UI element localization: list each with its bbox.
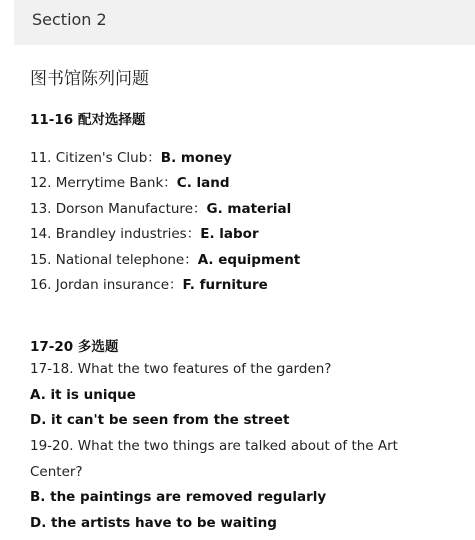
matching-question: 15. National telephone： — [30, 252, 198, 268]
matching-item — [30, 248, 300, 268]
matching-answer: B. money — [160, 150, 232, 166]
matching-question: 16. Jordan insurance： — [30, 277, 183, 293]
section-title: Section 2 — [32, 10, 107, 29]
answer-19: B. the paintings are removed regularly — [30, 489, 327, 505]
matching-heading: 11-16 配对选择题 — [30, 112, 146, 128]
section-header-bar — [14, 0, 475, 45]
matching-question: 11. Citizen's Club： — [30, 150, 161, 166]
matching-question: 13. Dorson Manufacture： — [30, 201, 207, 217]
matching-question: 12. Merrytime Bank： — [30, 175, 177, 191]
matching-item — [30, 222, 259, 242]
answer-20: D. the artists have to be waiting — [30, 515, 277, 531]
answer-17: A. it is unique — [30, 387, 136, 403]
page-heading: 图书馆陈列问题 — [30, 69, 149, 89]
question-19-20-line1: 19-20. What the two things are talked about of the Art — [30, 438, 398, 454]
matching-answer: A. equipment — [197, 252, 301, 268]
matching-item — [30, 197, 291, 217]
matching-item — [30, 273, 268, 293]
matching-answer: E. labor — [200, 226, 259, 242]
multiple-choice-heading: 17-20 多选题 — [30, 339, 119, 355]
matching-answer: F. furniture — [182, 277, 268, 293]
matching-item — [30, 146, 232, 166]
matching-answer: C. land — [176, 175, 230, 191]
matching-question: 14. Brandley industries： — [30, 226, 201, 242]
question-17-18: 17-18. What the two features of the garden? — [30, 361, 332, 377]
matching-answer: G. material — [206, 201, 292, 217]
matching-item — [30, 171, 230, 191]
answer-18: D. it can't be seen from the street — [30, 412, 290, 428]
question-19-20-line2: Center? — [30, 464, 83, 480]
